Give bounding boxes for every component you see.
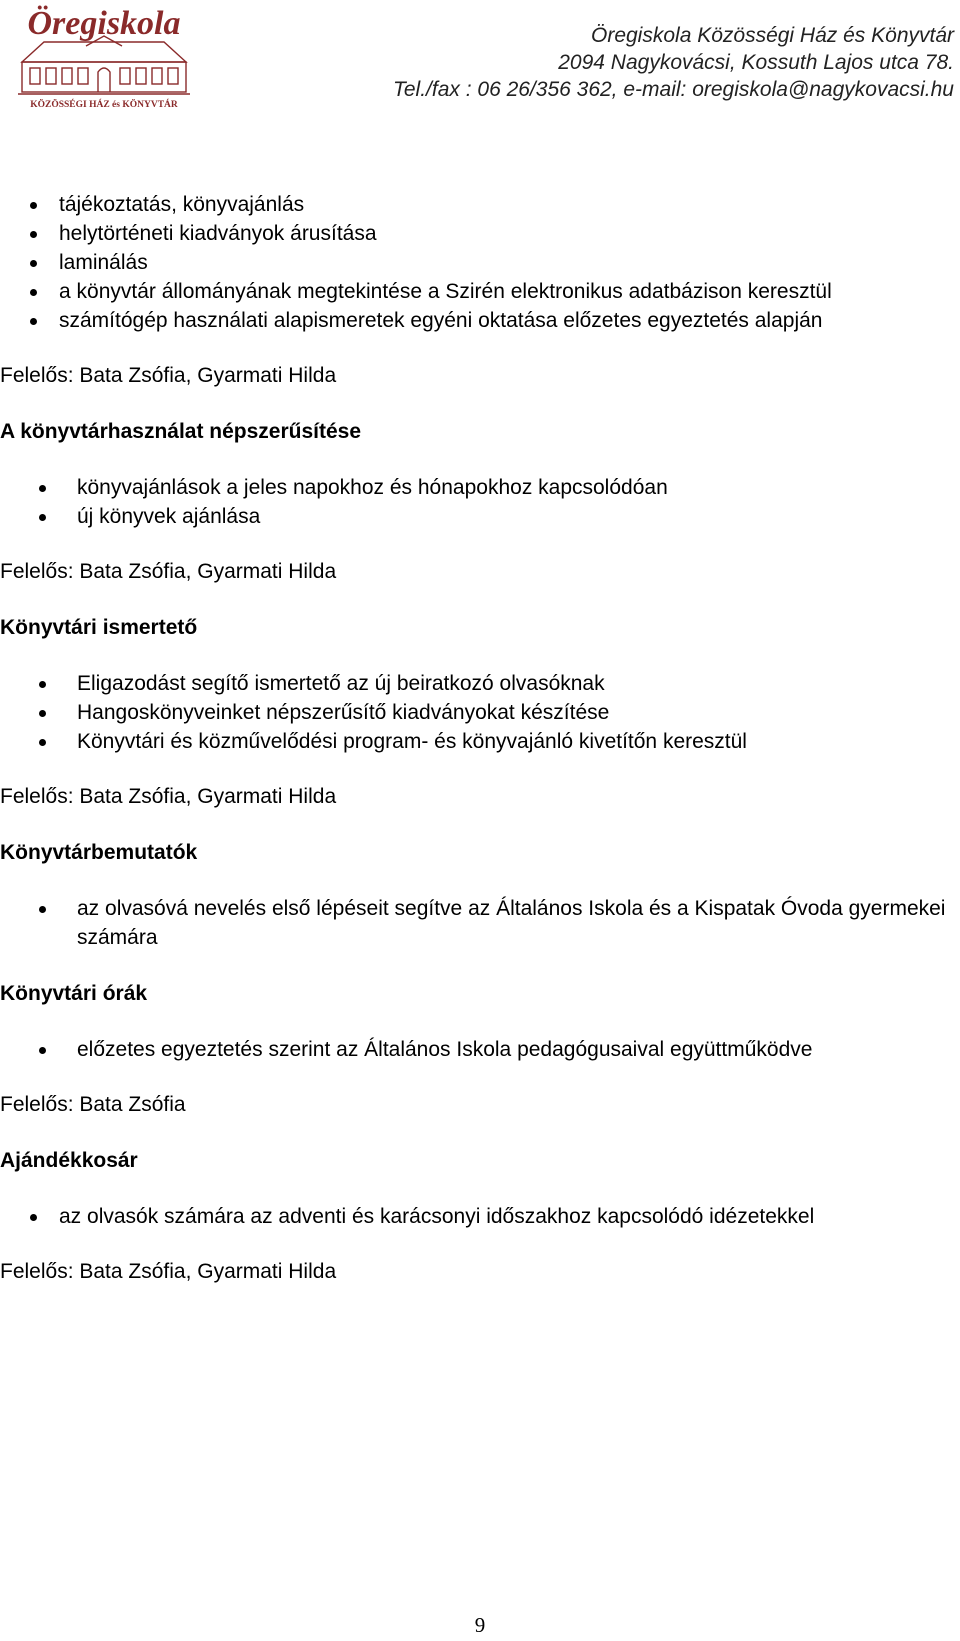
bullet-icon <box>39 710 46 717</box>
svg-text:Öregiskola: Öregiskola <box>27 5 181 42</box>
bullet-icon <box>39 485 46 492</box>
list-item: előzetes egyeztetés szerint az Általános Iskola pedagógusaival együttműködve <box>0 1035 950 1064</box>
bullet-icon <box>30 260 37 267</box>
list-item: az olvasóvá nevelés első lépéseit segítve az Általános Iskola és a Kispatak Óvoda gyermekei számára <box>0 894 950 952</box>
oregiskola-logo <box>14 4 194 112</box>
library-tour-list <box>0 894 950 952</box>
list-item: Eligazodást segítő ismertető az új beiratkozó olvasóknak <box>0 669 950 698</box>
gift-basket-list <box>0 1202 950 1231</box>
responsible-line: Felelős: Bata Zsófia, Gyarmati Hilda <box>0 560 337 583</box>
bullet-icon <box>39 906 46 913</box>
header-address: 2094 Nagykovácsi, Kossuth Lajos utca 78. <box>558 51 954 74</box>
section-heading: Ajándékkosár <box>0 1149 138 1172</box>
bullet-icon <box>39 739 46 746</box>
bullet-icon <box>30 1214 37 1221</box>
section-heading: Könyvtárbemutatók <box>0 841 198 864</box>
logo-subtext: KÖZÖSSÉGI HÁZ és KÖNYVTÁR <box>30 100 178 110</box>
list-item: számítógép használati alapismeretek egyéni oktatása előzetes egyeztetés alapján <box>0 306 950 335</box>
list-item: laminálás <box>0 248 950 277</box>
bullet-icon <box>39 514 46 521</box>
responsible-line: Felelős: Bata Zsófia, Gyarmati Hilda <box>0 785 337 808</box>
header-institution: Öregiskola Közösségi Ház és Könyvtár <box>591 24 954 47</box>
services-list <box>0 190 950 335</box>
list-item: helytörténeti kiadványok árusítása <box>0 219 950 248</box>
bullet-icon <box>39 681 46 688</box>
bullet-icon <box>30 202 37 209</box>
responsible-line: Felelős: Bata Zsófia, Gyarmati Hilda <box>0 364 337 387</box>
list-item: tájékoztatás, könyvajánlás <box>0 190 950 219</box>
bullet-icon <box>39 1047 46 1054</box>
list-item: az olvasók számára az adventi és karácsonyi időszakhoz kapcsolódó idézetekkel <box>0 1202 950 1231</box>
list-item: új könyvek ajánlása <box>0 502 950 531</box>
page-content <box>0 190 950 1286</box>
bullet-icon <box>30 318 37 325</box>
bullet-icon <box>30 231 37 238</box>
responsible-line: Felelős: Bata Zsófia, Gyarmati Hilda <box>0 1260 337 1283</box>
promotion-list <box>0 473 950 531</box>
responsible-line: Felelős: Bata Zsófia <box>0 1093 186 1116</box>
page-number: 9 <box>474 1613 486 1637</box>
list-item: Könyvtári és közművelődési program- és könyvajánló kivetítőn keresztül <box>0 727 950 756</box>
library-lessons-list <box>0 1035 950 1064</box>
section-heading: A könyvtárhasználat népszerűsítése <box>0 420 362 443</box>
section-heading: Könyvtári órák <box>0 982 148 1005</box>
list-item: könyvajánlások a jeles napokhoz és hónapokhoz kapcsolódóan <box>0 473 950 502</box>
list-item: Hangoskönyveinket népszerűsítő kiadványokat készítése <box>0 698 950 727</box>
bullet-icon <box>30 289 37 296</box>
header-phone-email: Tel./fax : 06 26/356 362, e-mail: oregiskola@nagykovacsi.hu <box>392 78 954 101</box>
list-item: a könyvtár állományának megtekintése a Szirén elektronikus adatbázison keresztül <box>0 277 950 306</box>
section-heading: Könyvtári ismertető <box>0 616 198 639</box>
header-contact <box>393 22 954 103</box>
guide-list <box>0 669 950 756</box>
